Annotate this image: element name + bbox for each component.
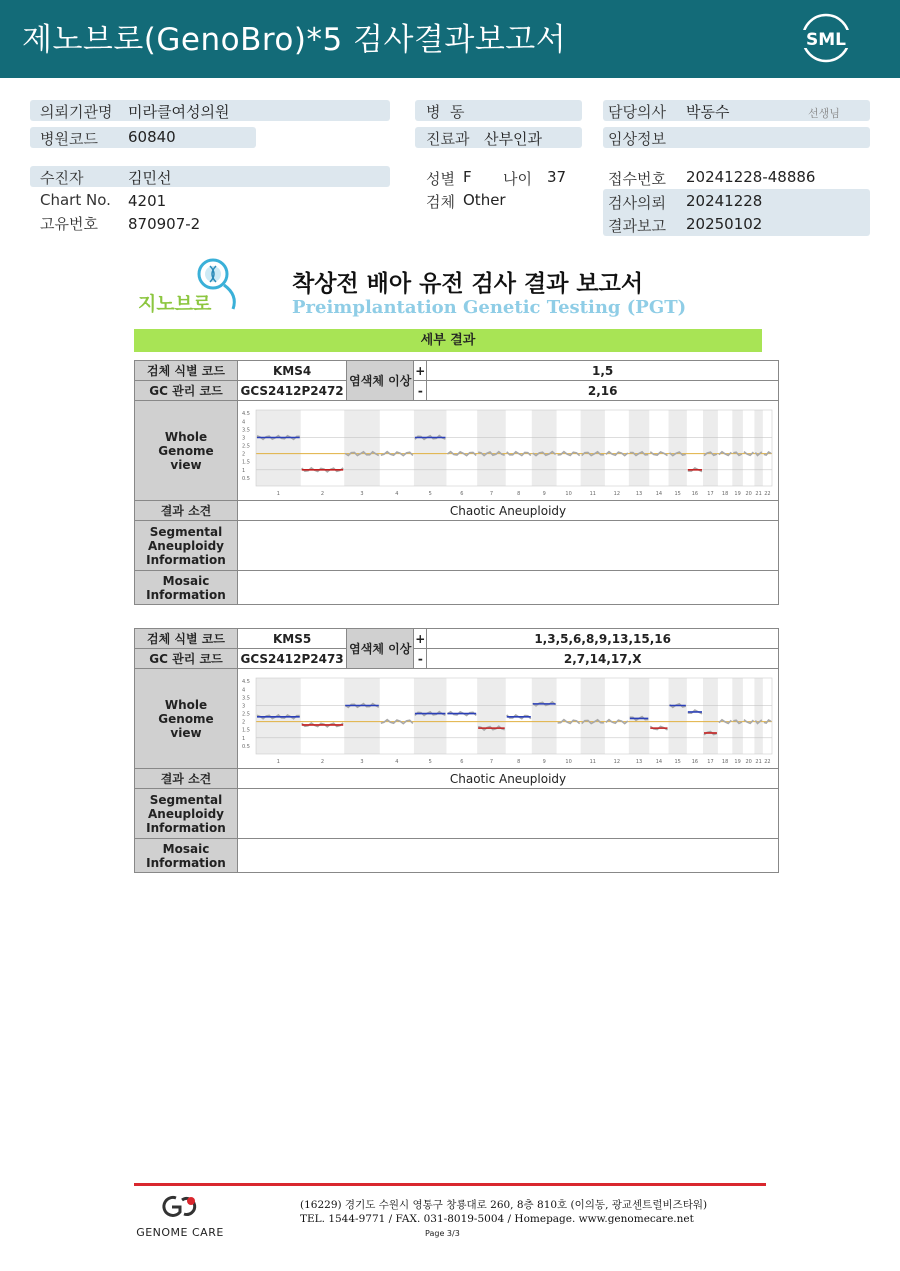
mosaic-value (238, 839, 779, 873)
x-tick-label: 17 (707, 758, 714, 765)
gain-chromosomes: 1,5 (427, 361, 779, 381)
x-tick-label: 1 (276, 758, 280, 765)
chromosome-band (477, 678, 506, 754)
x-tick-label: 14 (655, 758, 663, 765)
x-tick-label: 2 (320, 758, 325, 765)
report-subtitle: Preimplantation Genetic Testing (PGT) (292, 297, 687, 318)
x-tick-label: 21 (755, 758, 762, 765)
x-tick-label: 21 (755, 490, 762, 497)
x-tick-label: 11 (589, 490, 596, 497)
x-tick-label: 10 (565, 758, 572, 765)
report-label: 결과보고 (608, 217, 666, 235)
logo-text: SML (806, 30, 846, 50)
request-value: 20241228 (686, 192, 763, 210)
x-tick-label: 15 (674, 758, 681, 765)
y-tick-label: 3 (242, 702, 246, 709)
x-tick-label: 13 (635, 758, 643, 765)
result-label: 결과 소견 (135, 769, 238, 789)
chromosome-band (703, 678, 718, 754)
abnormal-label: 염색체 이상 (347, 629, 414, 669)
patient-value: 김민선 (128, 169, 172, 187)
result-value: Chaotic Aneuploidy (238, 501, 779, 521)
chart-label: Chart No. (40, 191, 111, 209)
x-tick-label: 12 (613, 758, 621, 765)
x-tick-label: 14 (655, 490, 663, 497)
specimen-label: 검체 (426, 193, 455, 211)
x-tick-label: 8 (517, 490, 521, 497)
chromosome-band (581, 678, 605, 754)
x-tick-label: 5 (428, 758, 432, 765)
x-tick-label: 11 (589, 758, 596, 765)
plot-frame (256, 410, 772, 486)
genome-care-icon (158, 1194, 202, 1220)
copy-number-points (719, 451, 731, 455)
whole-genome-plot (240, 672, 776, 766)
x-tick-label: 1 (276, 490, 280, 497)
patient-label: 수진자 (40, 169, 84, 187)
x-tick-label: 20 (745, 758, 752, 765)
gc-code-label: GC 관리 코드 (135, 381, 238, 401)
chromosome-band (581, 410, 605, 486)
gain-sign: + (414, 361, 427, 381)
x-tick-label: 13 (635, 490, 643, 497)
company-name: GENOME CARE (136, 1226, 224, 1239)
y-tick-label: 4 (242, 686, 246, 693)
copy-number-points (719, 719, 731, 723)
x-tick-label: 16 (691, 490, 699, 497)
loss-chromosomes: 2,16 (427, 381, 779, 401)
section-header: 세부 결과 (134, 329, 762, 352)
genobro-emblem-icon (138, 257, 248, 315)
y-tick-label: 1.5 (242, 727, 250, 734)
chromosome-band (629, 410, 649, 486)
age-value: 37 (547, 168, 567, 186)
x-tick-label: 6 (460, 490, 464, 497)
contact-line: TEL. 1544-9771 / FAX. 031-8019-5004 / Homepage. www.genomecare.net (300, 1213, 694, 1225)
x-tick-label: 22 (764, 758, 771, 765)
chromosome-band (344, 410, 380, 486)
whole-genome-cell (238, 669, 779, 769)
sample-code-label: 검체 식별 코드 (135, 361, 238, 381)
chromosome-band (256, 678, 301, 754)
unique-label: 고유번호 (40, 215, 98, 233)
hospital-code-label: 병원코드 (40, 130, 98, 148)
chromosome-band (669, 678, 687, 754)
gc-code-value: GCS2412P2472 (238, 381, 347, 401)
hospital-code-value: 60840 (128, 128, 176, 146)
x-tick-label: 10 (565, 490, 572, 497)
mosaic-label: Mosaic Information (135, 839, 238, 873)
x-tick-label: 2 (320, 490, 325, 497)
x-tick-label: 9 (542, 490, 546, 497)
chromosome-band (703, 410, 718, 486)
x-tick-label: 17 (707, 490, 714, 497)
y-tick-label: 1.5 (242, 459, 250, 466)
x-tick-label: 19 (734, 490, 741, 497)
receipt-label: 접수번호 (608, 170, 666, 188)
doctor-suffix: 선생님 (808, 107, 840, 120)
doctor-value: 박동수 (686, 103, 730, 121)
institution-label: 의뢰기관명 (40, 103, 113, 121)
x-tick-label: 18 (721, 490, 729, 497)
x-tick-label: 12 (613, 490, 621, 497)
x-tick-label: 16 (691, 758, 699, 765)
segmental-value (238, 521, 779, 571)
chromosome-band (256, 410, 301, 486)
y-tick-label: 0.5 (242, 475, 250, 482)
mosaic-value (238, 571, 779, 605)
sex-label: 성별 (426, 170, 455, 188)
x-tick-label: 19 (734, 758, 741, 765)
y-tick-label: 2 (242, 451, 246, 458)
sample-result-table (134, 360, 779, 605)
x-tick-label: 3 (360, 490, 364, 497)
gc-code-value: GCS2412P2473 (238, 649, 347, 669)
y-tick-label: 4 (242, 418, 246, 425)
y-tick-label: 3.5 (242, 694, 250, 701)
chromosome-band (414, 410, 447, 486)
unique-value: 870907-2 (128, 215, 201, 233)
gain-sign: + (414, 629, 427, 649)
x-tick-label: 3 (360, 758, 364, 765)
age-label: 나이 (503, 170, 532, 188)
doctor-label: 담당의사 (608, 103, 666, 121)
chromosome-band (344, 678, 380, 754)
x-tick-label: 9 (542, 758, 546, 765)
sex-value: F (463, 168, 472, 186)
segmental-label: Segmental Aneuploidy Information (135, 789, 238, 839)
page-number: Page 3/3 (425, 1229, 460, 1238)
y-tick-label: 1 (242, 735, 246, 742)
chromosome-band (754, 410, 762, 486)
page-title: 제노브로(GenoBro)*5 검사결과보고서 (22, 22, 567, 58)
chromosome-band (732, 678, 743, 754)
ward-label: 병 동 (426, 103, 465, 121)
sample-code-value: KMS4 (238, 361, 347, 381)
y-tick-label: 2 (242, 719, 246, 726)
x-tick-label: 6 (460, 758, 464, 765)
y-tick-label: 1 (242, 467, 246, 474)
result-label: 결과 소견 (135, 501, 238, 521)
chromosome-band (669, 410, 687, 486)
x-tick-label: 4 (395, 490, 399, 497)
chart-value: 4201 (128, 192, 167, 210)
genobro-brand-text: 지노브로 (138, 293, 212, 315)
loss-sign: - (414, 649, 427, 669)
x-tick-label: 8 (517, 758, 521, 765)
chromosome-band (532, 678, 557, 754)
x-tick-label: 22 (764, 490, 771, 497)
chromosome-band (532, 410, 557, 486)
whole-genome-label: Whole Genome view (135, 669, 238, 769)
institution-value: 미라클여성의원 (128, 103, 230, 121)
y-tick-label: 3 (242, 434, 246, 441)
x-tick-label: 7 (489, 490, 494, 497)
report-value: 20250102 (686, 215, 763, 233)
whole-genome-label: Whole Genome view (135, 401, 238, 501)
footer-divider (134, 1183, 766, 1186)
y-tick-label: 2.5 (242, 711, 250, 718)
y-tick-label: 3.5 (242, 426, 250, 433)
loss-chromosomes: 2,7,14,17,X (427, 649, 779, 669)
chromosome-band (732, 410, 743, 486)
result-value: Chaotic Aneuploidy (238, 769, 779, 789)
whole-genome-cell (238, 401, 779, 501)
x-tick-label: 5 (428, 490, 432, 497)
x-tick-label: 20 (745, 490, 752, 497)
y-tick-label: 2.5 (242, 443, 250, 450)
report-title: 착상전 배아 유전 검사 결과 보고서 (292, 271, 644, 297)
footer-address (300, 1198, 707, 1226)
address-line: (16229) 경기도 수원시 영통구 창룡대로 260, 8층 810호 (이의동, 광교센트럴비즈타워) (300, 1199, 708, 1211)
y-tick-label: 4.5 (242, 410, 250, 417)
chromosome-band (414, 678, 447, 754)
request-label: 검사의뢰 (608, 194, 666, 212)
chromosome-band (477, 410, 506, 486)
whole-genome-plot (240, 404, 776, 498)
clinical-label: 임상정보 (608, 130, 666, 148)
dept-value: 산부인과 (484, 130, 542, 148)
loss-sign: - (414, 381, 427, 401)
gain-chromosomes: 1,3,5,6,8,9,13,15,16 (427, 629, 779, 649)
segmental-label: Segmental Aneuploidy Information (135, 521, 238, 571)
copy-number-points (650, 451, 667, 455)
genobro-logo (138, 257, 248, 319)
gc-code-label: GC 관리 코드 (135, 649, 238, 669)
specimen-value: Other (463, 191, 506, 209)
header-banner (0, 0, 900, 78)
x-tick-label: 7 (489, 758, 494, 765)
x-tick-label: 15 (674, 490, 681, 497)
x-tick-label: 18 (721, 758, 729, 765)
y-tick-label: 0.5 (242, 743, 250, 750)
y-tick-label: 4.5 (242, 678, 250, 685)
sml-logo (800, 12, 852, 64)
mosaic-label: Mosaic Information (135, 571, 238, 605)
sample-code-value: KMS5 (238, 629, 347, 649)
info-bar (30, 166, 390, 187)
dept-label: 진료과 (426, 130, 470, 148)
receipt-value: 20241228-48886 (686, 168, 816, 186)
segmental-value (238, 789, 779, 839)
chromosome-band (629, 678, 649, 754)
x-tick-label: 4 (395, 758, 399, 765)
sample-result-table (134, 628, 779, 873)
sample-code-label: 검체 식별 코드 (135, 629, 238, 649)
chromosome-band (754, 678, 762, 754)
abnormal-label: 염색체 이상 (347, 361, 414, 401)
genome-care-logo (130, 1194, 230, 1239)
